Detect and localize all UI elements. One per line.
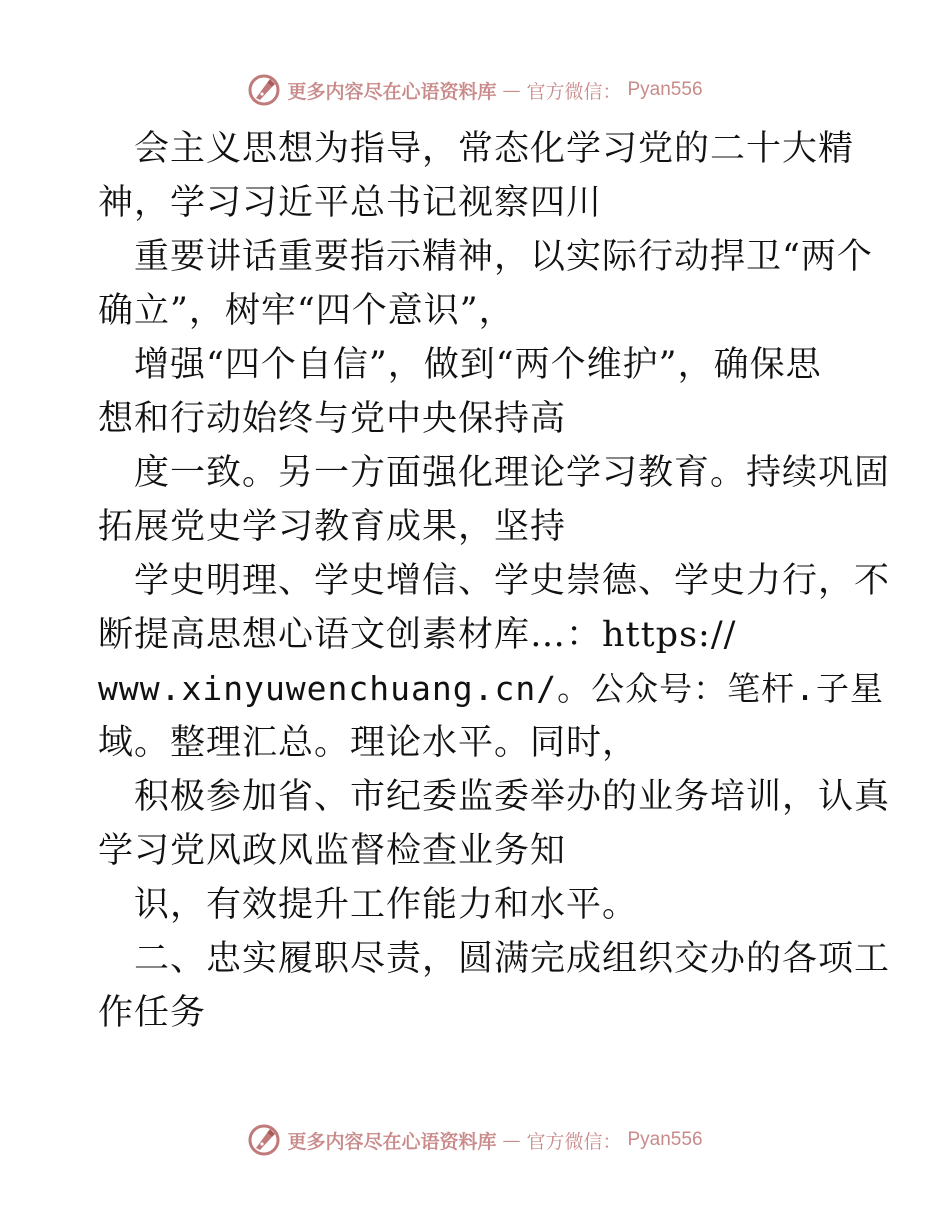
footer-brand-text: 更多内容尽在心语资料库 [287,1130,497,1153]
body-line: 积极参加省、市纪委监委举办的业务培训，认真 [134,777,891,817]
header-watermark-banner [0,70,950,110]
body-line: 增强“四个自信”，做到“两个维护”，确保思 [134,345,822,385]
body-line: 度一致。另一方面强化理论学习教育。持续巩固 [134,453,891,493]
header-wechat-account: Pyan556 [627,79,703,100]
body-line: 学习党风政风监督检查业务知 [98,831,567,871]
body-line: 会主义思想为指导，常态化学习党的二十大精 [134,129,855,169]
body-line-url: www.xinyuwenchuang.cn/。公众号：笔杆.子星 [98,669,884,708]
header-brand-text: 更多内容尽在心语资料库 [287,80,497,103]
header-separator: — [502,79,521,101]
body-line: 重要讲话重要指示精神，以实际行动捍卫“两个 [134,237,873,277]
body-line: 学史明理、学史增信、学史崇德、学史力行，不 [134,561,891,601]
header-wechat-label: 官方微信： [526,80,622,103]
pen-nib-icon [247,73,281,107]
pen-nib-icon [247,1123,281,1157]
section-heading: 二、忠实履职尽责，圆满完成组织交办的各项工 [134,939,891,979]
body-line: 作任务 [98,993,207,1033]
footer-wechat-account: Pyan556 [627,1129,703,1150]
footer-wechat-label: 官方微信： [526,1130,622,1153]
body-line: 想和行动始终与党中央保持高 [98,399,567,439]
body-line: 确立”，树牢“四个意识”， [98,291,515,331]
body-line: 断提高思想心语文创素材库…：https:// [98,615,737,655]
body-line: 域。整理汇总。理论水平。同时， [98,723,639,763]
body-line: 识，有效提升工作能力和水平。 [134,885,639,925]
document-body [98,122,891,1040]
body-line: 神，学习习近平总书记视察四川 [98,183,603,223]
footer-separator: — [502,1129,521,1151]
body-line: 拓展党史学习教育成果，坚持 [98,507,567,547]
footer-watermark-banner [0,1120,950,1160]
